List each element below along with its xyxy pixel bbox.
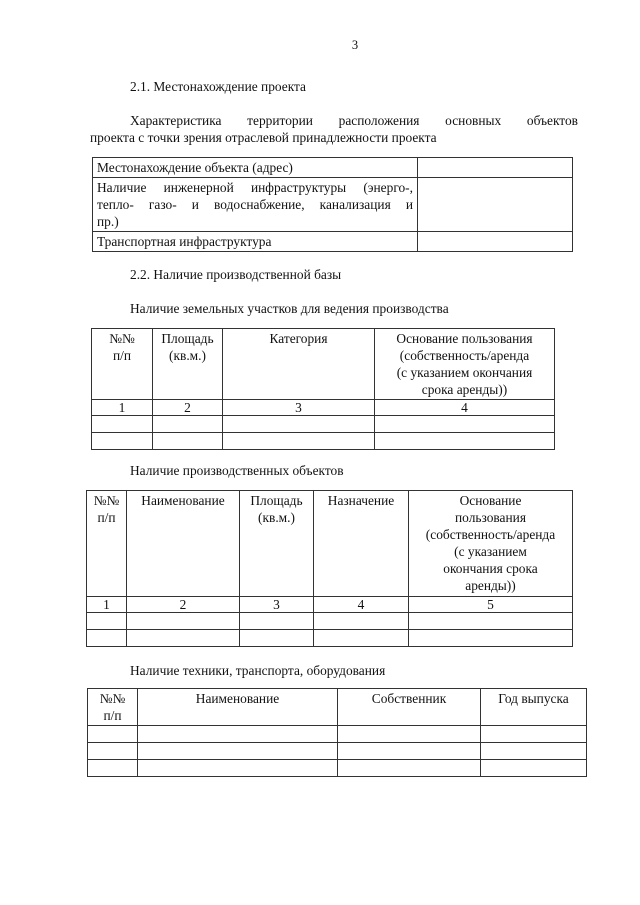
header-text: (с указанием bbox=[454, 544, 527, 559]
land-table bbox=[91, 328, 555, 450]
section-2-1-intro-line2: проекта с точки зрения отраслевой принадлежности проекта bbox=[90, 130, 437, 145]
equipment-table bbox=[87, 688, 587, 777]
location-address-label: Местонахождение объекта (адрес) bbox=[93, 158, 418, 178]
engineering-label-line1: Наличие инженерной инфраструктуры (энерго-, bbox=[97, 180, 413, 195]
empty-cell bbox=[88, 743, 138, 760]
empty-cell bbox=[138, 760, 338, 777]
objects-table bbox=[86, 490, 573, 647]
col-number: 4 bbox=[375, 400, 555, 416]
col-number: 4 bbox=[314, 597, 409, 613]
header-text: (кв.м.) bbox=[258, 510, 295, 525]
header-text: (с указанием окончания bbox=[396, 365, 533, 380]
empty-cell bbox=[240, 630, 314, 647]
empty-cell bbox=[481, 760, 587, 777]
empty-cell bbox=[481, 726, 587, 743]
table-row bbox=[93, 178, 573, 232]
header-text: (собственность/аренда bbox=[399, 348, 530, 363]
equipment-col-num-header bbox=[88, 689, 138, 726]
objects-col-area-header bbox=[240, 491, 314, 597]
header-text: Основание bbox=[459, 493, 522, 508]
empty-cell bbox=[127, 613, 240, 630]
empty-cell bbox=[138, 726, 338, 743]
column-number-row bbox=[92, 400, 555, 416]
table-row bbox=[88, 726, 587, 743]
header-text: №№ bbox=[109, 331, 135, 346]
header-text: срока аренды)) bbox=[421, 382, 508, 397]
empty-cell bbox=[87, 613, 127, 630]
col-number: 5 bbox=[409, 597, 573, 613]
col-number: 2 bbox=[127, 597, 240, 613]
objects-col-purpose-header: Назначение bbox=[314, 491, 409, 597]
objects-caption: Наличие производственных объектов bbox=[130, 463, 344, 478]
empty-cell bbox=[481, 743, 587, 760]
header-text: (собственность/аренда bbox=[425, 527, 556, 542]
land-col-num-header bbox=[92, 329, 153, 400]
header-text: п/п bbox=[103, 708, 122, 723]
engineering-label-line2: тепло- газо- и водоснабжение, канализация и bbox=[97, 197, 413, 212]
land-col-area-header bbox=[153, 329, 223, 400]
table-header-row bbox=[88, 689, 587, 726]
table-row bbox=[87, 630, 573, 647]
objects-col-num-header bbox=[87, 491, 127, 597]
transport-infrastructure-value bbox=[418, 232, 573, 252]
header-text: Площадь bbox=[161, 331, 214, 346]
header-text: (кв.м.) bbox=[169, 348, 206, 363]
header-text: Площадь bbox=[250, 493, 303, 508]
empty-cell bbox=[88, 760, 138, 777]
table-row bbox=[88, 760, 587, 777]
header-text: №№ bbox=[93, 493, 120, 508]
empty-cell bbox=[92, 416, 153, 433]
empty-cell bbox=[127, 630, 240, 647]
land-col-basis-header bbox=[375, 329, 555, 400]
empty-cell bbox=[338, 743, 481, 760]
empty-cell bbox=[409, 613, 573, 630]
column-number-row bbox=[87, 597, 573, 613]
col-number: 2 bbox=[153, 400, 223, 416]
header-text: п/п bbox=[97, 510, 116, 525]
header-text: пользования bbox=[455, 510, 526, 525]
header-text: №№ bbox=[99, 691, 126, 706]
table-row bbox=[87, 613, 573, 630]
engineering-infrastructure-value bbox=[418, 178, 573, 232]
empty-cell bbox=[92, 433, 153, 450]
col-number: 1 bbox=[87, 597, 127, 613]
equipment-col-name-header: Наименование bbox=[138, 689, 338, 726]
table-row bbox=[92, 416, 555, 433]
table-row bbox=[92, 433, 555, 450]
land-caption: Наличие земельных участков для ведения производства bbox=[130, 301, 449, 316]
table-header-row bbox=[92, 329, 555, 400]
empty-cell bbox=[223, 433, 375, 450]
empty-cell bbox=[338, 726, 481, 743]
empty-cell bbox=[240, 613, 314, 630]
equipment-caption: Наличие техники, транспорта, оборудования bbox=[130, 663, 386, 678]
col-number: 3 bbox=[223, 400, 375, 416]
header-text: окончания срока bbox=[443, 561, 538, 576]
page-number: 3 bbox=[351, 38, 359, 52]
empty-cell bbox=[338, 760, 481, 777]
empty-cell bbox=[88, 726, 138, 743]
empty-cell bbox=[314, 630, 409, 647]
header-text: п/п bbox=[112, 348, 132, 363]
empty-cell bbox=[87, 630, 127, 647]
col-number: 3 bbox=[240, 597, 314, 613]
section-2-1-intro-line1: Характеристика территории расположения основных объектов bbox=[130, 113, 578, 128]
empty-cell bbox=[153, 416, 223, 433]
objects-col-name-header: Наименование bbox=[127, 491, 240, 597]
table-row bbox=[93, 158, 573, 178]
engineering-label-line3: пр.) bbox=[97, 214, 119, 229]
transport-infrastructure-label: Транспортная инфраструктура bbox=[93, 232, 418, 252]
empty-cell bbox=[138, 743, 338, 760]
header-text: Основание пользования bbox=[396, 331, 533, 346]
section-2-2-heading: 2.2. Наличие производственной базы bbox=[130, 267, 342, 282]
equipment-col-year-header: Год выпуска bbox=[481, 689, 587, 726]
section-2-1-heading: 2.1. Местонахождение проекта bbox=[130, 79, 306, 94]
empty-cell bbox=[375, 416, 555, 433]
table-header-row bbox=[87, 491, 573, 597]
land-col-category-header: Категория bbox=[223, 329, 375, 400]
empty-cell bbox=[314, 613, 409, 630]
table-row bbox=[88, 743, 587, 760]
empty-cell bbox=[223, 416, 375, 433]
col-number: 1 bbox=[92, 400, 153, 416]
equipment-col-owner-header: Собственник bbox=[338, 689, 481, 726]
location-table bbox=[92, 157, 573, 252]
empty-cell bbox=[375, 433, 555, 450]
location-address-value bbox=[418, 158, 573, 178]
engineering-infrastructure-label bbox=[93, 178, 418, 232]
empty-cell bbox=[153, 433, 223, 450]
empty-cell bbox=[409, 630, 573, 647]
objects-col-basis-header bbox=[409, 491, 573, 597]
table-row bbox=[93, 232, 573, 252]
header-text: аренды)) bbox=[465, 578, 516, 593]
